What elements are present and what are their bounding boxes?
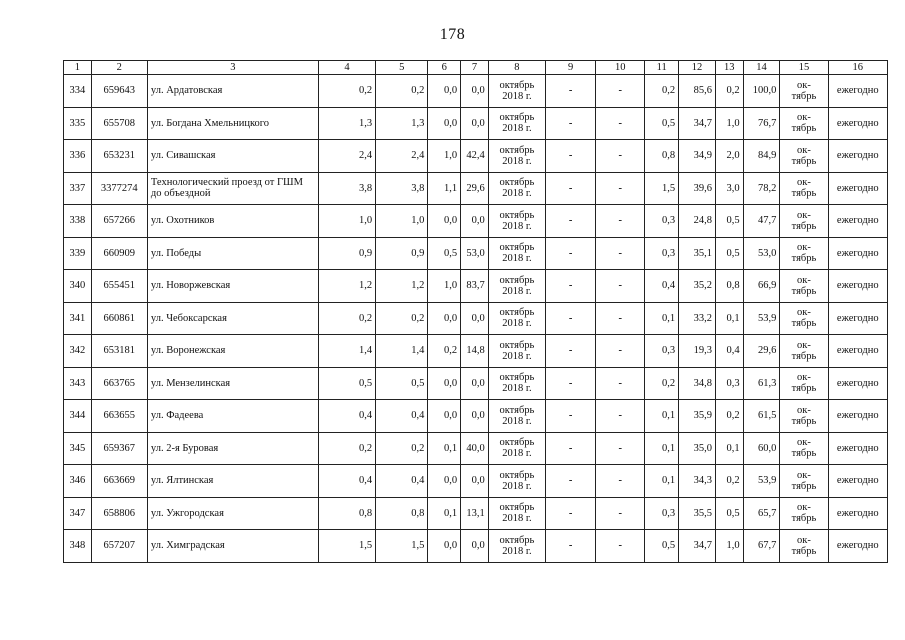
- table-cell-col-4: 1,4: [318, 335, 375, 368]
- table-row: [64, 75, 888, 108]
- table-cell-col-14: 53,9: [743, 302, 780, 335]
- table-cell-col-13: 0,1: [715, 302, 743, 335]
- column-header-5: 5: [376, 61, 428, 75]
- table-cell-col-16: ежегодно: [828, 107, 887, 140]
- table-cell-col-1: 344: [64, 400, 92, 433]
- table-cell-col-15: ок- тябрь: [780, 205, 828, 238]
- table-cell-col-2: 657207: [91, 530, 147, 563]
- table-cell-col-2: 3377274: [91, 172, 147, 205]
- table-cell-col-6: 0,1: [428, 497, 461, 530]
- table-cell-col-15: ок- тябрь: [780, 172, 828, 205]
- table-cell-col-12: 19,3: [679, 335, 716, 368]
- table-cell-col-7: 53,0: [461, 237, 489, 270]
- table-cell-col-2: 660861: [91, 302, 147, 335]
- table-cell-col-13: 2,0: [715, 140, 743, 173]
- column-header-7: 7: [461, 61, 489, 75]
- table-cell-col-13: 0,2: [715, 75, 743, 108]
- table-cell-col-13: 3,0: [715, 172, 743, 205]
- table-cell-col-12: 35,1: [679, 237, 716, 270]
- table-cell-col-8: октябрь 2018 г.: [488, 172, 545, 205]
- table-cell-col-5: 1,0: [376, 205, 428, 238]
- table-body: [64, 75, 888, 563]
- table-cell-col-9: -: [546, 302, 596, 335]
- table-cell-col-4: 2,4: [318, 140, 375, 173]
- table-cell-col-5: 0,4: [376, 465, 428, 498]
- table-cell-col-3: ул. Охотников: [147, 205, 318, 238]
- table-cell-col-5: 2,4: [376, 140, 428, 173]
- table-cell-col-1: 345: [64, 432, 92, 465]
- table-cell-col-12: 85,6: [679, 75, 716, 108]
- table-cell-col-6: 1,0: [428, 140, 461, 173]
- table-cell-col-14: 78,2: [743, 172, 780, 205]
- table-cell-col-3: ул. Ялтинская: [147, 465, 318, 498]
- table-cell-col-6: 0,0: [428, 400, 461, 433]
- table-cell-col-7: 0,0: [461, 205, 489, 238]
- table-cell-col-2: 663669: [91, 465, 147, 498]
- table-cell-col-9: -: [546, 335, 596, 368]
- table-cell-col-2: 655708: [91, 107, 147, 140]
- table-cell-col-8: октябрь 2018 г.: [488, 335, 545, 368]
- table-cell-col-10: -: [596, 335, 645, 368]
- table-cell-col-10: -: [596, 497, 645, 530]
- table-cell-col-14: 53,0: [743, 237, 780, 270]
- table-cell-col-2: 659643: [91, 75, 147, 108]
- table-cell-col-2: 660909: [91, 237, 147, 270]
- table-cell-col-9: -: [546, 400, 596, 433]
- table-cell-col-8: октябрь 2018 г.: [488, 302, 545, 335]
- table-cell-col-6: 0,0: [428, 367, 461, 400]
- table-cell-col-11: 0,5: [645, 107, 679, 140]
- table-cell-col-6: 0,0: [428, 302, 461, 335]
- table-cell-col-11: 0,1: [645, 432, 679, 465]
- table-cell-col-15: ок- тябрь: [780, 367, 828, 400]
- table-cell-col-4: 0,9: [318, 237, 375, 270]
- table-cell-col-8: октябрь 2018 г.: [488, 465, 545, 498]
- column-header-6: 6: [428, 61, 461, 75]
- table-cell-col-8: октябрь 2018 г.: [488, 530, 545, 563]
- table-cell-col-4: 0,5: [318, 367, 375, 400]
- table-cell-col-16: ежегодно: [828, 302, 887, 335]
- table-cell-col-3: ул. Фадеева: [147, 400, 318, 433]
- table-cell-col-16: ежегодно: [828, 400, 887, 433]
- table-cell-col-11: 0,1: [645, 465, 679, 498]
- table-cell-col-11: 0,1: [645, 302, 679, 335]
- table-row: [64, 270, 888, 303]
- table-cell-col-8: октябрь 2018 г.: [488, 140, 545, 173]
- table-cell-col-12: 35,9: [679, 400, 716, 433]
- table-cell-col-12: 35,2: [679, 270, 716, 303]
- table-cell-col-3: ул. Ардатовская: [147, 75, 318, 108]
- table-cell-col-3: ул. Новоржевская: [147, 270, 318, 303]
- table-cell-col-16: ежегодно: [828, 140, 887, 173]
- table-cell-col-14: 84,9: [743, 140, 780, 173]
- table-cell-col-15: ок- тябрь: [780, 335, 828, 368]
- table-cell-col-7: 0,0: [461, 302, 489, 335]
- table-cell-col-4: 0,2: [318, 75, 375, 108]
- table-cell-col-1: 340: [64, 270, 92, 303]
- table-cell-col-13: 1,0: [715, 530, 743, 563]
- table-cell-col-6: 0,0: [428, 205, 461, 238]
- table-cell-col-11: 0,3: [645, 237, 679, 270]
- table-cell-col-8: октябрь 2018 г.: [488, 107, 545, 140]
- table-cell-col-9: -: [546, 75, 596, 108]
- table-cell-col-1: 343: [64, 367, 92, 400]
- table-cell-col-12: 34,7: [679, 530, 716, 563]
- table-cell-col-7: 0,0: [461, 107, 489, 140]
- table-cell-col-5: 0,2: [376, 302, 428, 335]
- table-cell-col-15: ок- тябрь: [780, 530, 828, 563]
- table-cell-col-1: 346: [64, 465, 92, 498]
- table-cell-col-10: -: [596, 205, 645, 238]
- table-cell-col-9: -: [546, 270, 596, 303]
- table-cell-col-4: 0,4: [318, 465, 375, 498]
- table-cell-col-3: ул. Ужгородская: [147, 497, 318, 530]
- table-cell-col-6: 0,0: [428, 465, 461, 498]
- table-row: [64, 530, 888, 563]
- table-cell-col-1: 341: [64, 302, 92, 335]
- table-cell-col-12: 35,5: [679, 497, 716, 530]
- table-cell-col-9: -: [546, 107, 596, 140]
- table-cell-col-15: ок- тябрь: [780, 432, 828, 465]
- table-cell-col-3: ул. 2-я Буровая: [147, 432, 318, 465]
- table-cell-col-12: 34,8: [679, 367, 716, 400]
- table-cell-col-12: 33,2: [679, 302, 716, 335]
- table-cell-col-6: 1,0: [428, 270, 461, 303]
- table-cell-col-14: 65,7: [743, 497, 780, 530]
- table-cell-col-7: 14,8: [461, 335, 489, 368]
- table-cell-col-7: 40,0: [461, 432, 489, 465]
- table-cell-col-12: 34,7: [679, 107, 716, 140]
- table-cell-col-7: 0,0: [461, 530, 489, 563]
- table-cell-col-11: 0,5: [645, 530, 679, 563]
- table-cell-col-9: -: [546, 205, 596, 238]
- table-cell-col-6: 0,5: [428, 237, 461, 270]
- table-cell-col-3: ул. Химградская: [147, 530, 318, 563]
- table-header: [64, 61, 888, 75]
- page-number: 178: [439, 26, 466, 43]
- table-row: [64, 172, 888, 205]
- table-cell-col-3: Технологический проезд от ГШМ до объездной: [147, 172, 318, 205]
- table-cell-col-13: 0,3: [715, 367, 743, 400]
- table-row: [64, 205, 888, 238]
- table-cell-col-14: 29,6: [743, 335, 780, 368]
- table-cell-col-10: -: [596, 172, 645, 205]
- table-cell-col-9: -: [546, 497, 596, 530]
- table-cell-col-7: 0,0: [461, 465, 489, 498]
- table-cell-col-15: ок- тябрь: [780, 400, 828, 433]
- table-cell-col-2: 657266: [91, 205, 147, 238]
- table-cell-col-7: 29,6: [461, 172, 489, 205]
- table-cell-col-9: -: [546, 432, 596, 465]
- table-cell-col-10: -: [596, 530, 645, 563]
- table-cell-col-15: ок- тябрь: [780, 270, 828, 303]
- table-cell-col-9: -: [546, 530, 596, 563]
- table-cell-col-13: 0,8: [715, 270, 743, 303]
- table-cell-col-1: 336: [64, 140, 92, 173]
- table-cell-col-16: ежегодно: [828, 465, 887, 498]
- table-cell-col-10: -: [596, 302, 645, 335]
- table-cell-col-4: 0,4: [318, 400, 375, 433]
- table-cell-col-6: 1,1: [428, 172, 461, 205]
- column-header-1: 1: [64, 61, 92, 75]
- table-cell-col-11: 1,5: [645, 172, 679, 205]
- table-cell-col-12: 35,0: [679, 432, 716, 465]
- table-cell-col-15: ок- тябрь: [780, 107, 828, 140]
- column-header-11: 11: [645, 61, 679, 75]
- table-row: [64, 302, 888, 335]
- table-cell-col-4: 1,3: [318, 107, 375, 140]
- column-header-2: 2: [91, 61, 147, 75]
- table-cell-col-7: 13,1: [461, 497, 489, 530]
- column-header-10: 10: [596, 61, 645, 75]
- table-cell-col-1: 348: [64, 530, 92, 563]
- table-cell-col-14: 47,7: [743, 205, 780, 238]
- table-cell-col-13: 0,5: [715, 237, 743, 270]
- table-cell-col-7: 0,0: [461, 367, 489, 400]
- table-cell-col-11: 0,1: [645, 400, 679, 433]
- table-cell-col-3: ул. Чебоксарская: [147, 302, 318, 335]
- table-cell-col-14: 66,9: [743, 270, 780, 303]
- table-cell-col-5: 0,9: [376, 237, 428, 270]
- table-cell-col-5: 3,8: [376, 172, 428, 205]
- table-cell-col-8: октябрь 2018 г.: [488, 205, 545, 238]
- table-row: [64, 432, 888, 465]
- table-cell-col-4: 1,5: [318, 530, 375, 563]
- table-cell-col-15: ок- тябрь: [780, 497, 828, 530]
- table-cell-col-1: 335: [64, 107, 92, 140]
- table-cell-col-5: 0,2: [376, 75, 428, 108]
- table-row: [64, 497, 888, 530]
- table-cell-col-14: 61,3: [743, 367, 780, 400]
- table-cell-col-11: 0,4: [645, 270, 679, 303]
- table-cell-col-9: -: [546, 172, 596, 205]
- table-cell-col-9: -: [546, 237, 596, 270]
- table-cell-col-5: 1,5: [376, 530, 428, 563]
- table-cell-col-16: ежегодно: [828, 432, 887, 465]
- table-cell-col-10: -: [596, 140, 645, 173]
- table-cell-col-10: -: [596, 367, 645, 400]
- table-cell-col-10: -: [596, 107, 645, 140]
- table-cell-col-10: -: [596, 400, 645, 433]
- table-cell-col-8: октябрь 2018 г.: [488, 497, 545, 530]
- table-cell-col-11: 0,2: [645, 367, 679, 400]
- table-cell-col-5: 1,3: [376, 107, 428, 140]
- table-row: [64, 237, 888, 270]
- table-cell-col-2: 663765: [91, 367, 147, 400]
- table-cell-col-8: октябрь 2018 г.: [488, 432, 545, 465]
- table-cell-col-8: октябрь 2018 г.: [488, 75, 545, 108]
- table-cell-col-7: 83,7: [461, 270, 489, 303]
- table-cell-col-11: 0,3: [645, 205, 679, 238]
- table-cell-col-1: 337: [64, 172, 92, 205]
- table-cell-col-15: ок- тябрь: [780, 465, 828, 498]
- table-cell-col-3: ул. Мензелинская: [147, 367, 318, 400]
- table-cell-col-1: 338: [64, 205, 92, 238]
- table-cell-col-11: 0,2: [645, 75, 679, 108]
- table-cell-col-2: 653181: [91, 335, 147, 368]
- table-cell-col-11: 0,3: [645, 335, 679, 368]
- table-cell-col-3: ул. Воронежская: [147, 335, 318, 368]
- table-cell-col-10: -: [596, 432, 645, 465]
- table-cell-col-14: 53,9: [743, 465, 780, 498]
- table-cell-col-9: -: [546, 465, 596, 498]
- table-cell-col-2: 653231: [91, 140, 147, 173]
- table-cell-col-5: 0,4: [376, 400, 428, 433]
- table-cell-col-10: -: [596, 465, 645, 498]
- table-cell-col-2: 658806: [91, 497, 147, 530]
- table-cell-col-14: 60,0: [743, 432, 780, 465]
- table-cell-col-16: ежегодно: [828, 367, 887, 400]
- table-cell-col-7: 0,0: [461, 400, 489, 433]
- table-cell-col-13: 0,2: [715, 465, 743, 498]
- column-header-12: 12: [679, 61, 716, 75]
- table-cell-col-13: 0,1: [715, 432, 743, 465]
- table-cell-col-9: -: [546, 367, 596, 400]
- table-cell-col-16: ежегодно: [828, 270, 887, 303]
- table-cell-col-15: ок- тябрь: [780, 237, 828, 270]
- table-cell-col-16: ежегодно: [828, 75, 887, 108]
- table-cell-col-16: ежегодно: [828, 335, 887, 368]
- table-cell-col-4: 1,0: [318, 205, 375, 238]
- table-cell-col-13: 0,5: [715, 205, 743, 238]
- table-cell-col-4: 1,2: [318, 270, 375, 303]
- table-cell-col-3: ул. Победы: [147, 237, 318, 270]
- table-cell-col-13: 0,2: [715, 400, 743, 433]
- column-header-15: 15: [780, 61, 828, 75]
- table-cell-col-12: 34,9: [679, 140, 716, 173]
- table-row: [64, 335, 888, 368]
- table-cell-col-1: 339: [64, 237, 92, 270]
- table-cell-col-6: 0,2: [428, 335, 461, 368]
- table-cell-col-14: 67,7: [743, 530, 780, 563]
- table-cell-col-14: 61,5: [743, 400, 780, 433]
- table-cell-col-2: 659367: [91, 432, 147, 465]
- table-cell-col-1: 347: [64, 497, 92, 530]
- column-header-3: 3: [147, 61, 318, 75]
- table-cell-col-4: 0,2: [318, 432, 375, 465]
- table-cell-col-5: 1,4: [376, 335, 428, 368]
- table-cell-col-16: ежегодно: [828, 237, 887, 270]
- table-cell-col-5: 0,5: [376, 367, 428, 400]
- column-header-13: 13: [715, 61, 743, 75]
- table-cell-col-13: 1,0: [715, 107, 743, 140]
- header-row: [64, 61, 888, 75]
- table-row: [64, 367, 888, 400]
- table-cell-col-4: 0,2: [318, 302, 375, 335]
- table-cell-col-16: ежегодно: [828, 172, 887, 205]
- table-cell-col-15: ок- тябрь: [780, 75, 828, 108]
- table-cell-col-1: 334: [64, 75, 92, 108]
- table-cell-col-1: 342: [64, 335, 92, 368]
- table-cell-col-2: 663655: [91, 400, 147, 433]
- table-cell-col-8: октябрь 2018 г.: [488, 237, 545, 270]
- table-cell-col-10: -: [596, 270, 645, 303]
- table-cell-col-10: -: [596, 237, 645, 270]
- table-cell-col-16: ежегодно: [828, 205, 887, 238]
- table-cell-col-16: ежегодно: [828, 530, 887, 563]
- table-cell-col-8: октябрь 2018 г.: [488, 367, 545, 400]
- table-row: [64, 107, 888, 140]
- table-cell-col-11: 0,8: [645, 140, 679, 173]
- table-cell-col-7: 42,4: [461, 140, 489, 173]
- column-header-16: 16: [828, 61, 887, 75]
- table-cell-col-7: 0,0: [461, 75, 489, 108]
- column-header-8: 8: [488, 61, 545, 75]
- table-cell-col-14: 76,7: [743, 107, 780, 140]
- table-cell-col-2: 655451: [91, 270, 147, 303]
- table-row: [64, 465, 888, 498]
- table-cell-col-4: 0,8: [318, 497, 375, 530]
- table-cell-col-11: 0,3: [645, 497, 679, 530]
- column-header-4: 4: [318, 61, 375, 75]
- table-cell-col-6: 0,1: [428, 432, 461, 465]
- table-cell-col-5: 1,2: [376, 270, 428, 303]
- column-header-14: 14: [743, 61, 780, 75]
- table-cell-col-12: 39,6: [679, 172, 716, 205]
- table-cell-col-6: 0,0: [428, 530, 461, 563]
- table-row: [64, 400, 888, 433]
- table-cell-col-15: ок- тябрь: [780, 140, 828, 173]
- table-row: [64, 140, 888, 173]
- table-cell-col-8: октябрь 2018 г.: [488, 270, 545, 303]
- table-cell-col-3: ул. Богдана Хмельницкого: [147, 107, 318, 140]
- table-cell-col-13: 0,4: [715, 335, 743, 368]
- table-cell-col-16: ежегодно: [828, 497, 887, 530]
- table-cell-col-4: 3,8: [318, 172, 375, 205]
- table-cell-col-3: ул. Сивашская: [147, 140, 318, 173]
- table-cell-col-10: -: [596, 75, 645, 108]
- table-cell-col-8: октябрь 2018 г.: [488, 400, 545, 433]
- table-cell-col-9: -: [546, 140, 596, 173]
- table-cell-col-12: 24,8: [679, 205, 716, 238]
- table-cell-col-6: 0,0: [428, 107, 461, 140]
- table-cell-col-14: 100,0: [743, 75, 780, 108]
- table-cell-col-12: 34,3: [679, 465, 716, 498]
- table-cell-col-6: 0,0: [428, 75, 461, 108]
- table-cell-col-5: 0,2: [376, 432, 428, 465]
- table-cell-col-5: 0,8: [376, 497, 428, 530]
- data-table: [63, 60, 888, 563]
- table-cell-col-13: 0,5: [715, 497, 743, 530]
- column-header-9: 9: [546, 61, 596, 75]
- table-cell-col-15: ок- тябрь: [780, 302, 828, 335]
